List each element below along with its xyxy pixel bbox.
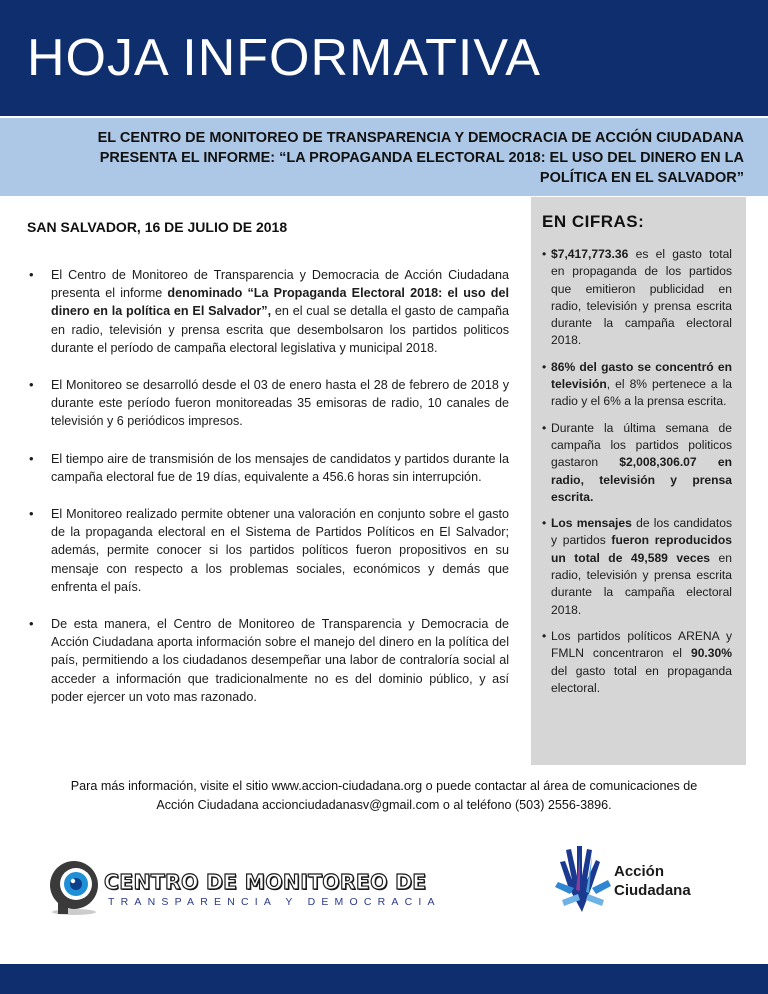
logo-subtitle: TRANSPARENCIA Y DEMOCRACIA — [108, 896, 441, 908]
logo-name: CENTRO DE MONITOREO DE — [104, 870, 427, 894]
raised-hands-icon — [552, 842, 614, 914]
bullet-item: • El Monitoreo realizado permite obtener una valoración en conjunto sobre el gasto de la propaganda electoral en el Sistema de Partidos Políticos en El Salvador; además, permite conocer si los partidos políticos fueron propositivos en su mensaje con respecto a los problemas sociales, económicos y demás que enfrenta el país. — [27, 505, 509, 596]
subtitle-line: POLÍTICA EN EL SALVADOR” — [539, 170, 744, 186]
header-banner — [0, 0, 768, 116]
subtitle-band — [0, 118, 768, 196]
centro-monitoreo-logo — [24, 848, 441, 928]
contact-line: Acción Ciudadana accionciudadanasv@gmail.com o al teléfono (503) 2556-3896. — [156, 798, 612, 812]
bullet-item: • El Monitoreo se desarrolló desde el 03 de enero hasta el 28 de febrero de 2018 y durante este período fueron monitoreadas 35 emisoras de radio, 10 canales de televisión y 6 periódicos impresos. — [27, 376, 509, 431]
contact-line: Para más información, visite el sitio www.accion-ciudadana.org o puede contactar al área de comunicaciones de — [70, 779, 698, 793]
sidebar-title: EN CIFRAS: — [542, 212, 645, 231]
cifras-item: • 86% del gasto se concentró en televisión, el 8% pertenece a la radio y el 6% a la prensa escrita. — [542, 359, 732, 411]
cifras-item: • Los mensajes de los candidatos y partidos fueron reproducidos un total de 49,589 veces en radio, televisión y prensa escrita durante la campaña electoral 2018. — [542, 515, 732, 619]
report-subtitle — [84, 128, 744, 188]
logo-name: Acción Ciudadana — [614, 863, 691, 899]
subtitle-line: EL CENTRO DE MONITOREO DE TRANSPARENCIA Y DEMOCRACIA DE ACCIÓN CIUDADANA — [97, 130, 744, 146]
footer-bar — [0, 964, 768, 994]
en-cifras-sidebar — [531, 197, 746, 765]
cifras-item: • $7,417,773.36 es el gasto total en propaganda de los partidos que emitieron publicidad en radio, televisión y prensa escrita durante la campaña electoral 2018. — [542, 246, 732, 350]
cifras-item: • Durante la última semana de campaña los partidos politicos gastaron $2,008,306.07 en radio, televisión y prensa escrita. — [542, 420, 732, 506]
page-title: HOJA INFORMATIVA — [27, 29, 541, 87]
bullet-item: • El Centro de Monitoreo de Transparencia y Democracia de Acción Ciudadana presenta el informe denominado “La Propaganda Electoral 2018: el uso del dinero en la política en El Salvador”, en el cual se detalla el gasto de campaña en radio, televisión y prensa escrita que desembolsaron los partidos politicos durante el período de campaña electoral legislativa y municipal 2018. — [27, 266, 509, 357]
subtitle-line: PRESENTA EL INFORME: “LA PROPAGANDA ELECTORAL 2018: EL USO DEL DINERO EN LA — [99, 150, 744, 166]
contact-info — [0, 777, 768, 815]
accion-ciudadana-logo — [548, 840, 728, 920]
cifras-item: • Los partidos políticos ARENA y FMLN concentraron el 90.30% del gasto total en propaganda electoral. — [542, 628, 732, 697]
dateline: SAN SALVADOR, 16 DE JULIO DE 2018 — [27, 219, 288, 235]
bullet-item: • De esta manera, el Centro de Monitoreo de Transparencia y Democracia de Acción Ciudadana aporta información sobre el manejo del dinero en la política del país, permitiendo a los ciudadanos desempeñar una labor de contraloría social al acceder a información que tradicionalmente no es del dominio público, y así poder ejercer un voto mas razonado. — [27, 615, 509, 706]
bullet-item: • El tiempo aire de transmisión de los mensajes de candidatos y partidos durante la campaña electoral fue de 19 días, equivalente a 456.6 horas sin interrupción. — [27, 450, 509, 486]
monitor-eye-icon — [44, 858, 102, 916]
bullet-list — [27, 266, 509, 725]
